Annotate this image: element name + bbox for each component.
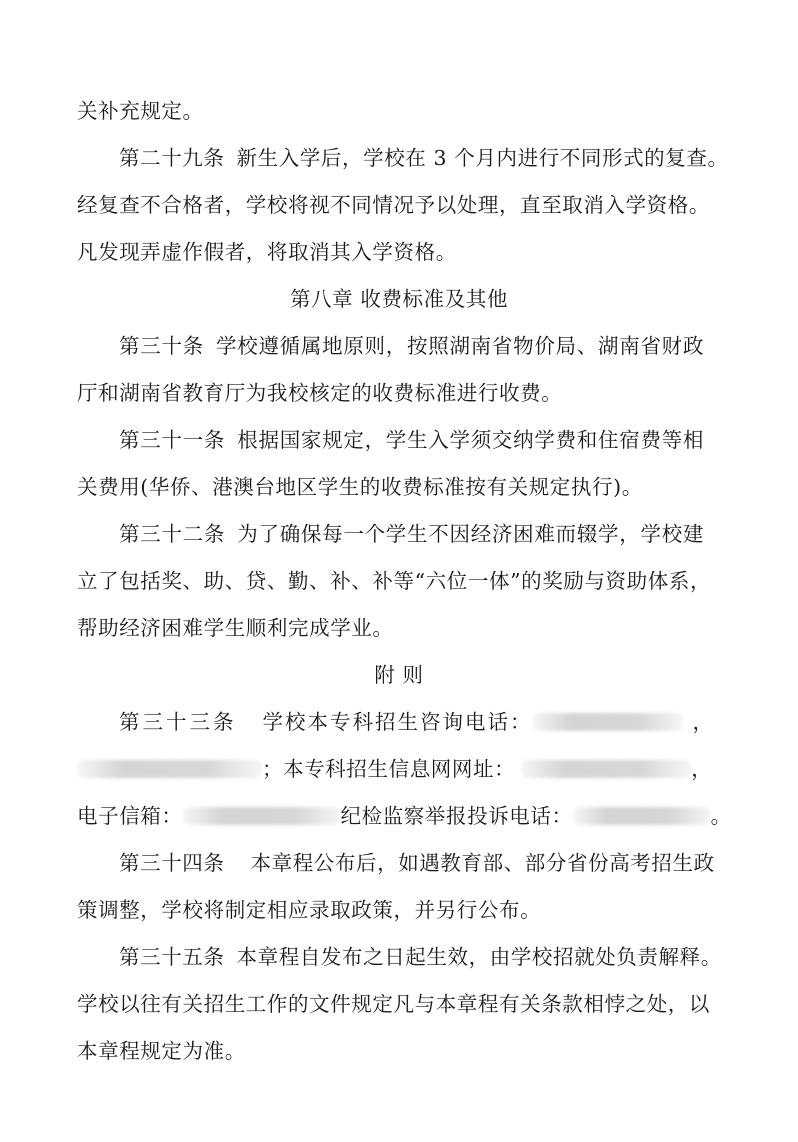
- redacted-email: [183, 807, 341, 825]
- article-text: 学校本专科招生咨询电话：: [262, 710, 533, 734]
- redacted-phone: [533, 713, 683, 731]
- text-line: [77, 801, 732, 831]
- article-32: [119, 519, 704, 549]
- article-29: [119, 143, 729, 173]
- article-label: 第三十一条: [119, 428, 226, 452]
- text-line: 关补充规定。: [77, 99, 204, 123]
- article-text: 电子信箱：: [77, 804, 183, 828]
- article-text: 本章程公布后，如遇教育部、部分省份高考招生政: [250, 851, 715, 875]
- appendix-heading: 附 则: [374, 663, 424, 687]
- article-label: 第三十五条: [119, 945, 225, 969]
- text-line: [77, 754, 717, 784]
- text-line: 关费用(华侨、港澳台地区学生的收费标准按有关规定执行)。: [77, 475, 643, 499]
- text-line: 立了包括奖、助、贷、勤、补、补等“六位一体”的奖励与资助体系，: [77, 569, 712, 593]
- text-line: 帮助经济困难学生顺利完成学业。: [77, 616, 394, 640]
- redacted-phone: [573, 807, 711, 825]
- article-label: 第三十四条: [119, 851, 225, 875]
- punct: ，: [692, 710, 714, 734]
- text-line: 策调整，学校将制定相应录取政策，并另行公布。: [77, 898, 542, 922]
- text-line: 厅和湖南省教育厅为我校核定的收费标准进行收费。: [77, 381, 563, 405]
- redacted-url: [521, 760, 691, 778]
- article-35: [119, 942, 722, 972]
- chapter-heading: 第八章 收费标准及其他: [289, 287, 509, 311]
- article-31: [119, 425, 704, 455]
- text-line: 本章程规定为准。: [77, 1039, 246, 1063]
- article-text: 为了确保每一个学生不因经济困难而辍学，学校建: [237, 522, 705, 546]
- article-label: 第三十条: [119, 334, 204, 358]
- article-text: 根据国家规定，学生入学须交纳学费和住宿费等相: [237, 428, 705, 452]
- article-label: 第二十九条: [119, 146, 225, 170]
- article-text: 学校遵循属地原则，按照湖南省物价局、湖南省财政: [215, 334, 704, 358]
- text-line: 凡发现弄虚作假者，将取消其入学资格。: [77, 240, 457, 264]
- text-line: 学校以往有关招生工作的文件规定凡与本章程有关条款相悖之处，以: [77, 992, 710, 1016]
- article-text: ；本专科招生信息网网址：: [262, 757, 516, 781]
- article-34: [119, 848, 715, 878]
- article-text: 本章程自发布之日起生效，由学校招就处负责解释。: [236, 945, 722, 969]
- punct: ，: [691, 757, 713, 781]
- article-label: 第三十二条: [119, 522, 226, 546]
- article-30: [119, 331, 704, 361]
- article-label: 第三十三条: [119, 710, 237, 734]
- punct: 。: [710, 804, 732, 828]
- text-line: 经复查不合格者，学校将视不同情况予以处理，直至取消入学资格。: [77, 193, 710, 217]
- redacted-phone: [77, 760, 262, 778]
- article-33: [119, 707, 759, 737]
- article-text: 纪检监察举报投诉电话：: [340, 804, 573, 828]
- article-text: 新生入学后，学校在 3 个月内进行不同形式的复查。: [236, 146, 729, 170]
